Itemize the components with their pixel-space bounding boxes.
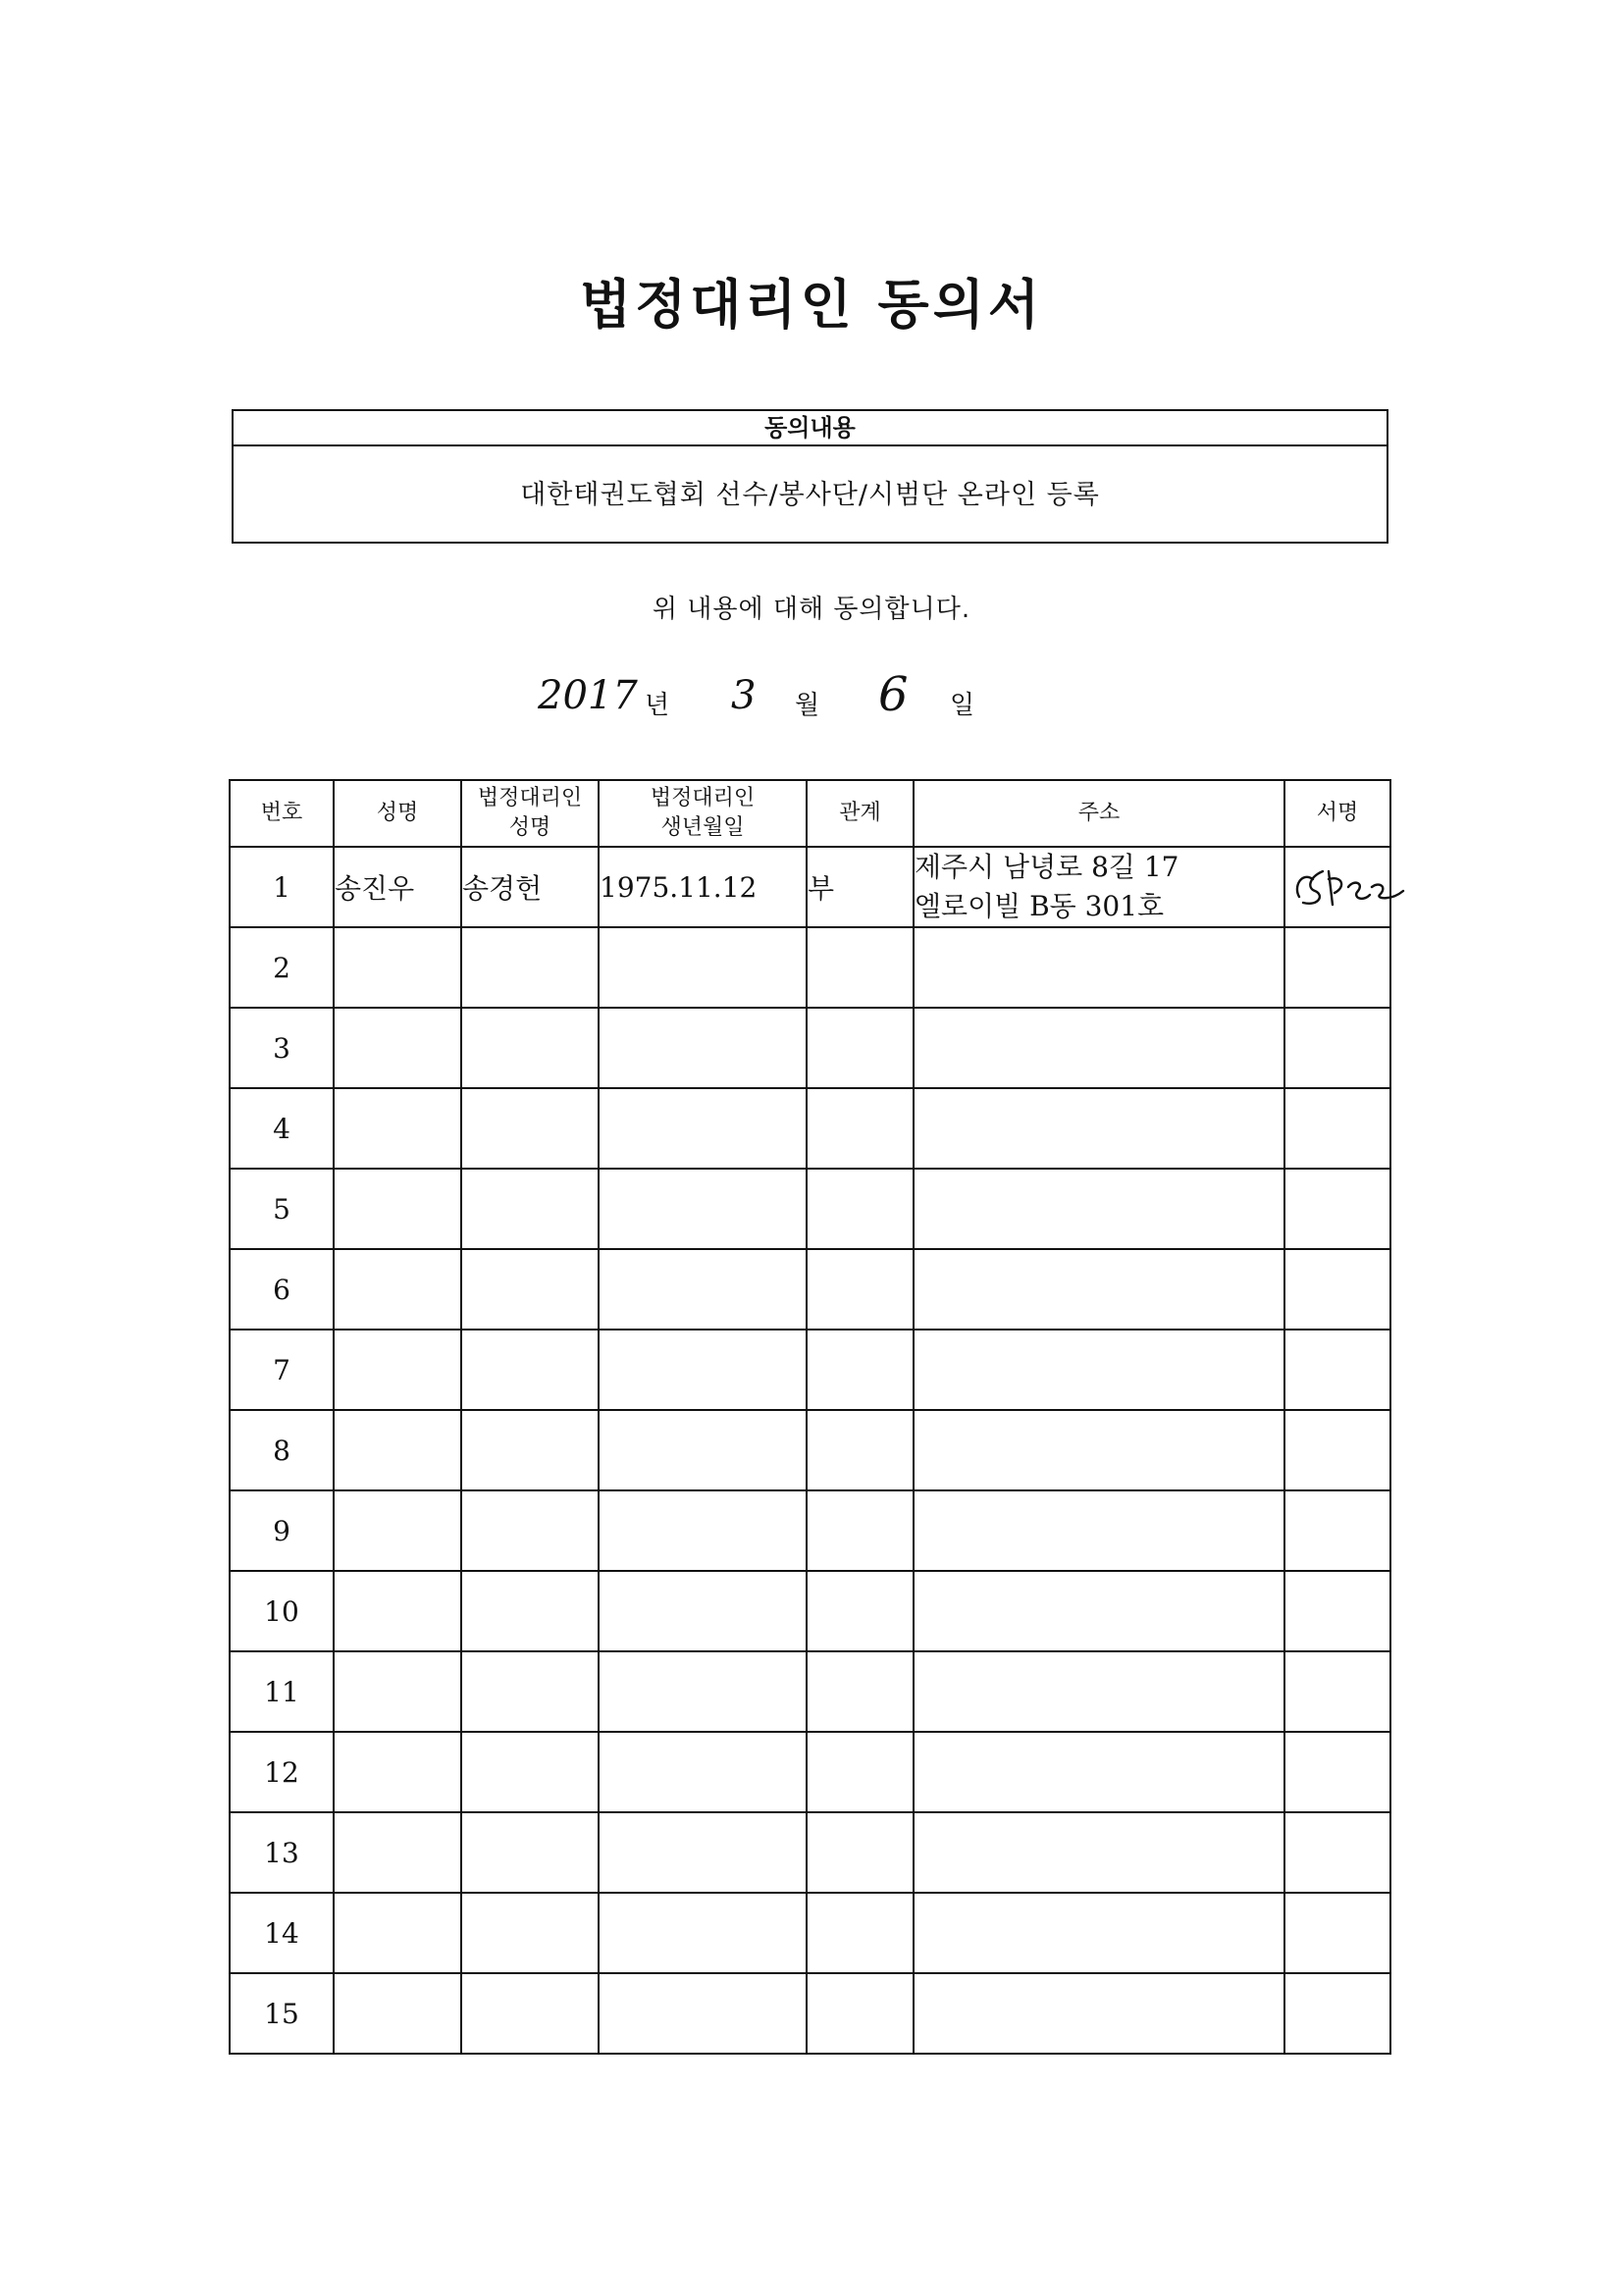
row-number: 12 <box>230 1732 334 1812</box>
row-guardian-name <box>461 1973 599 2054</box>
row-guardian-name <box>461 1732 599 1812</box>
table-row <box>230 847 1390 927</box>
row-address <box>914 927 1284 1008</box>
row-address-line1: 제주시 남녕로 8길 17 <box>915 851 1179 883</box>
row-signature <box>1284 1008 1390 1088</box>
date-month: 3 <box>731 673 757 718</box>
row-signature <box>1284 1973 1390 2054</box>
row-number: 13 <box>230 1812 334 1893</box>
row-guardian-birth <box>599 1008 807 1088</box>
table-row <box>230 1732 1390 1812</box>
date-year-unit: 년 <box>645 691 670 720</box>
row-address <box>914 1249 1284 1330</box>
row-address <box>914 1732 1284 1812</box>
row-relation <box>807 1169 914 1249</box>
row-guardian-name <box>461 1088 599 1169</box>
row-guardian-name <box>461 927 599 1008</box>
row-address <box>914 1088 1284 1169</box>
row-relation <box>807 1893 914 1973</box>
row-signature <box>1284 1169 1390 1249</box>
row-signature <box>1284 1732 1390 1812</box>
row-name <box>334 1088 461 1169</box>
row-relation <box>807 1490 914 1571</box>
row-signature <box>1284 927 1390 1008</box>
row-guardian-name <box>461 1169 599 1249</box>
row-guardian-birth <box>599 1732 807 1812</box>
table-row <box>230 1088 1390 1169</box>
header-signature: 서명 <box>1284 780 1390 847</box>
row-number: 11 <box>230 1651 334 1732</box>
row-guardian-birth <box>599 927 807 1008</box>
row-guardian-birth <box>599 1330 807 1410</box>
consent-header: 동의내용 <box>234 411 1387 446</box>
row-signature <box>1284 1088 1390 1169</box>
row-guardian-name <box>461 1571 599 1651</box>
row-address <box>914 1893 1284 1973</box>
row-guardian-birth <box>599 1088 807 1169</box>
row-signature <box>1284 1410 1390 1490</box>
row-name <box>334 1008 461 1088</box>
date-day-unit: 일 <box>950 691 975 720</box>
header-address: 주소 <box>914 780 1284 847</box>
row-relation <box>807 1330 914 1410</box>
table-row <box>230 1008 1390 1088</box>
header-guardian-name-line2: 성명 <box>508 815 551 840</box>
row-name <box>334 1169 461 1249</box>
row-relation <box>807 1651 914 1732</box>
guardian-roster-table <box>229 779 1391 2055</box>
row-name <box>334 927 461 1008</box>
table-row <box>230 1812 1390 1893</box>
row-number: 9 <box>230 1490 334 1571</box>
row-name <box>334 1490 461 1571</box>
row-signature <box>1284 1249 1390 1330</box>
row-relation: 부 <box>807 847 914 927</box>
row-guardian-birth: 1975.11.12 <box>599 847 807 927</box>
header-name: 성명 <box>334 780 461 847</box>
date-year: 2017 <box>538 673 638 718</box>
table-row <box>230 1410 1390 1490</box>
row-address-line2: 엘로이빌 B동 301호 <box>915 890 1165 922</box>
row-relation <box>807 1249 914 1330</box>
row-relation <box>807 927 914 1008</box>
row-guardian-name <box>461 1812 599 1893</box>
consent-box <box>232 409 1388 544</box>
row-name <box>334 1732 461 1812</box>
row-address <box>914 1571 1284 1651</box>
table-body <box>230 847 1390 2054</box>
row-relation <box>807 1410 914 1490</box>
table-row <box>230 1893 1390 1973</box>
row-name <box>334 1330 461 1410</box>
row-relation <box>807 1571 914 1651</box>
header-guardian-birth-line2: 생년월일 <box>660 815 745 840</box>
header-guardian-birth <box>599 780 807 847</box>
table-row <box>230 1249 1390 1330</box>
agreement-text: 위 내용에 대해 동의합니다. <box>652 595 971 624</box>
table-row <box>230 1169 1390 1249</box>
row-address <box>914 1330 1284 1410</box>
row-guardian-name <box>461 1410 599 1490</box>
header-guardian-name <box>461 780 599 847</box>
row-signature <box>1284 847 1390 927</box>
date-day: 6 <box>878 667 909 722</box>
date-line <box>530 667 1040 724</box>
row-number: 4 <box>230 1088 334 1169</box>
row-signature <box>1284 1490 1390 1571</box>
row-number: 14 <box>230 1893 334 1973</box>
table-row <box>230 927 1390 1008</box>
row-guardian-name <box>461 1008 599 1088</box>
row-relation <box>807 1812 914 1893</box>
consent-content: 대한태권도협회 선수/봉사단/시범단 온라인 등록 <box>520 480 1100 510</box>
row-name <box>334 1973 461 2054</box>
row-relation <box>807 1088 914 1169</box>
row-guardian-birth <box>599 1651 807 1732</box>
row-signature <box>1284 1651 1390 1732</box>
row-guardian-birth <box>599 1812 807 1893</box>
table-row <box>230 1330 1390 1410</box>
header-guardian-birth-line1: 법정대리인 <box>650 786 756 810</box>
row-address <box>914 847 1284 927</box>
row-number: 15 <box>230 1973 334 2054</box>
row-guardian-birth <box>599 1893 807 1973</box>
row-guardian-name <box>461 1893 599 1973</box>
row-address <box>914 1490 1284 1571</box>
row-guardian-name: 송경헌 <box>461 847 599 927</box>
row-name <box>334 1651 461 1732</box>
row-name: 송진우 <box>334 847 461 927</box>
row-guardian-name <box>461 1330 599 1410</box>
header-no: 번호 <box>230 780 334 847</box>
row-signature <box>1284 1571 1390 1651</box>
header-relation: 관계 <box>807 780 914 847</box>
row-address <box>914 1008 1284 1088</box>
row-name <box>334 1893 461 1973</box>
row-address <box>914 1651 1284 1732</box>
table-header-row <box>230 780 1390 847</box>
row-name <box>334 1812 461 1893</box>
table-row <box>230 1651 1390 1732</box>
table-row <box>230 1490 1390 1571</box>
row-name <box>334 1571 461 1651</box>
row-guardian-birth <box>599 1410 807 1490</box>
row-signature <box>1284 1893 1390 1973</box>
row-guardian-birth <box>599 1571 807 1651</box>
row-signature <box>1284 1330 1390 1410</box>
date-month-unit: 월 <box>795 691 820 720</box>
row-number: 7 <box>230 1330 334 1410</box>
row-name <box>334 1249 461 1330</box>
row-guardian-birth <box>599 1973 807 2054</box>
row-number: 6 <box>230 1249 334 1330</box>
row-number: 5 <box>230 1169 334 1249</box>
row-number: 3 <box>230 1008 334 1088</box>
header-guardian-name-line1: 법정대리인 <box>477 786 583 810</box>
row-name <box>334 1410 461 1490</box>
row-number: 2 <box>230 927 334 1008</box>
table-row <box>230 1973 1390 2054</box>
handwritten-signature <box>1289 858 1407 916</box>
row-guardian-name <box>461 1651 599 1732</box>
row-relation <box>807 1008 914 1088</box>
row-guardian-name <box>461 1249 599 1330</box>
row-relation <box>807 1732 914 1812</box>
row-address <box>914 1410 1284 1490</box>
document-title: 법정대리인 동의서 <box>579 274 1044 336</box>
row-relation <box>807 1973 914 2054</box>
row-address <box>914 1812 1284 1893</box>
row-guardian-birth <box>599 1169 807 1249</box>
row-guardian-birth <box>599 1490 807 1571</box>
row-address <box>914 1973 1284 2054</box>
row-guardian-name <box>461 1490 599 1571</box>
row-guardian-birth <box>599 1249 807 1330</box>
row-number: 10 <box>230 1571 334 1651</box>
row-address <box>914 1169 1284 1249</box>
row-number: 1 <box>230 847 334 927</box>
table-row <box>230 1571 1390 1651</box>
row-number: 8 <box>230 1410 334 1490</box>
row-signature <box>1284 1812 1390 1893</box>
